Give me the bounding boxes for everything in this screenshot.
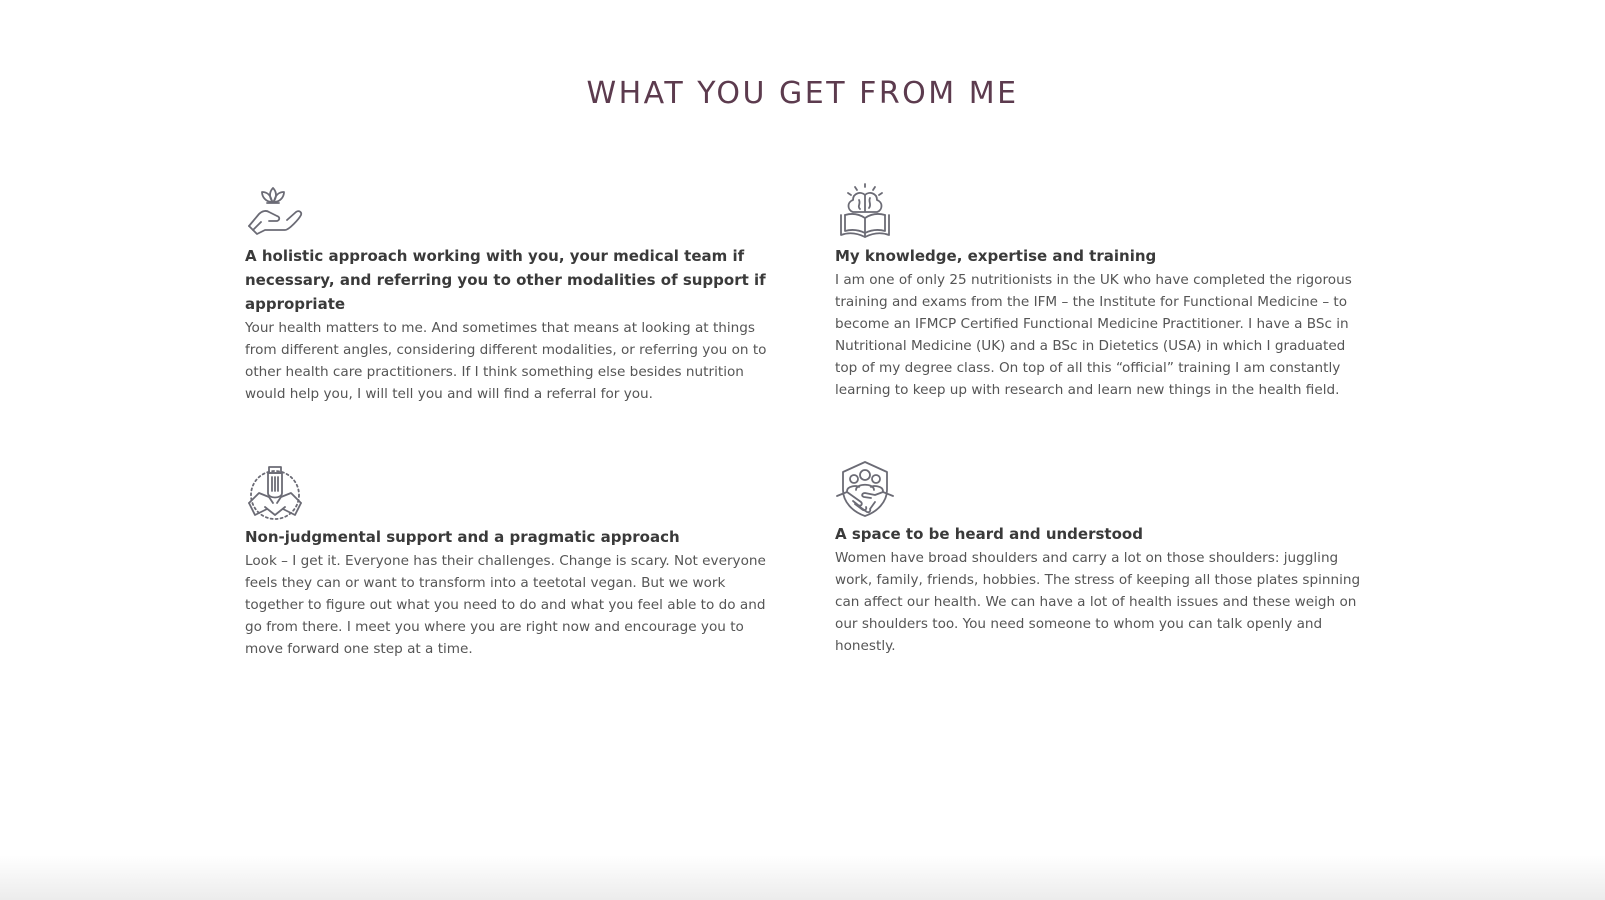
lotus-in-hand-icon bbox=[245, 182, 305, 242]
card-heading: My knowledge, expertise and training bbox=[835, 247, 1157, 265]
bottom-fade bbox=[0, 855, 1605, 900]
section-title: WHAT YOU GET FROM ME bbox=[586, 76, 1019, 111]
feature-card-holistic bbox=[245, 182, 775, 405]
people-handshake-icon bbox=[835, 460, 895, 520]
card-heading: Non-judgmental support and a pragmatic approach bbox=[245, 528, 680, 546]
brain-book-icon bbox=[835, 182, 895, 242]
feature-card-support bbox=[245, 463, 775, 660]
card-body: Women have broad shoulders and carry a lot on those shoulders: juggling work, family, friends, hobbies. The stress of keeping all those plates spinning can affect our health. We can have a lot of health issues and these weigh on our shoulders too. You need someone to whom you can talk openly and honestly. bbox=[835, 550, 1361, 654]
feature-card-knowledge bbox=[835, 182, 1365, 401]
card-body: Your health matters to me. And sometimes that means at looking at things from different angles, considering different modalities, or referring you on to other health care practitioners. If I think something else besides nutrition would help you, I will tell you and will find a referral for you. bbox=[245, 320, 767, 402]
card-body: Look – I get it. Everyone has their challenges. Change is scary. Not everyone feels they can or want to transform into a teetotal vegan. But we work together to figure out what you need to do and what you feel able to do and go from there. I meet you where you are right now and encourage you to move forward one step at a time. bbox=[245, 553, 766, 657]
stacked-hands-icon bbox=[245, 463, 305, 523]
feature-card-space bbox=[835, 460, 1365, 657]
card-heading: A space to be heard and understood bbox=[835, 525, 1143, 543]
card-body: I am one of only 25 nutritionists in the UK who have completed the rigorous training and exams from the IFM – the Institute for Functional Medicine – to become an IFMCP Certified Functional Medicine Practitioner. I have a BSc in Nutritional Medicine (UK) and a BSc in Dietetics (USA) in which I graduated top of my degree class. On top of all this “official” training I am constantly learning to keep up with research and learn new things in the health field. bbox=[835, 272, 1352, 398]
card-heading: A holistic approach working with you, your medical team if necessary, and referring you to other modalities of support if appropriate bbox=[245, 247, 766, 313]
